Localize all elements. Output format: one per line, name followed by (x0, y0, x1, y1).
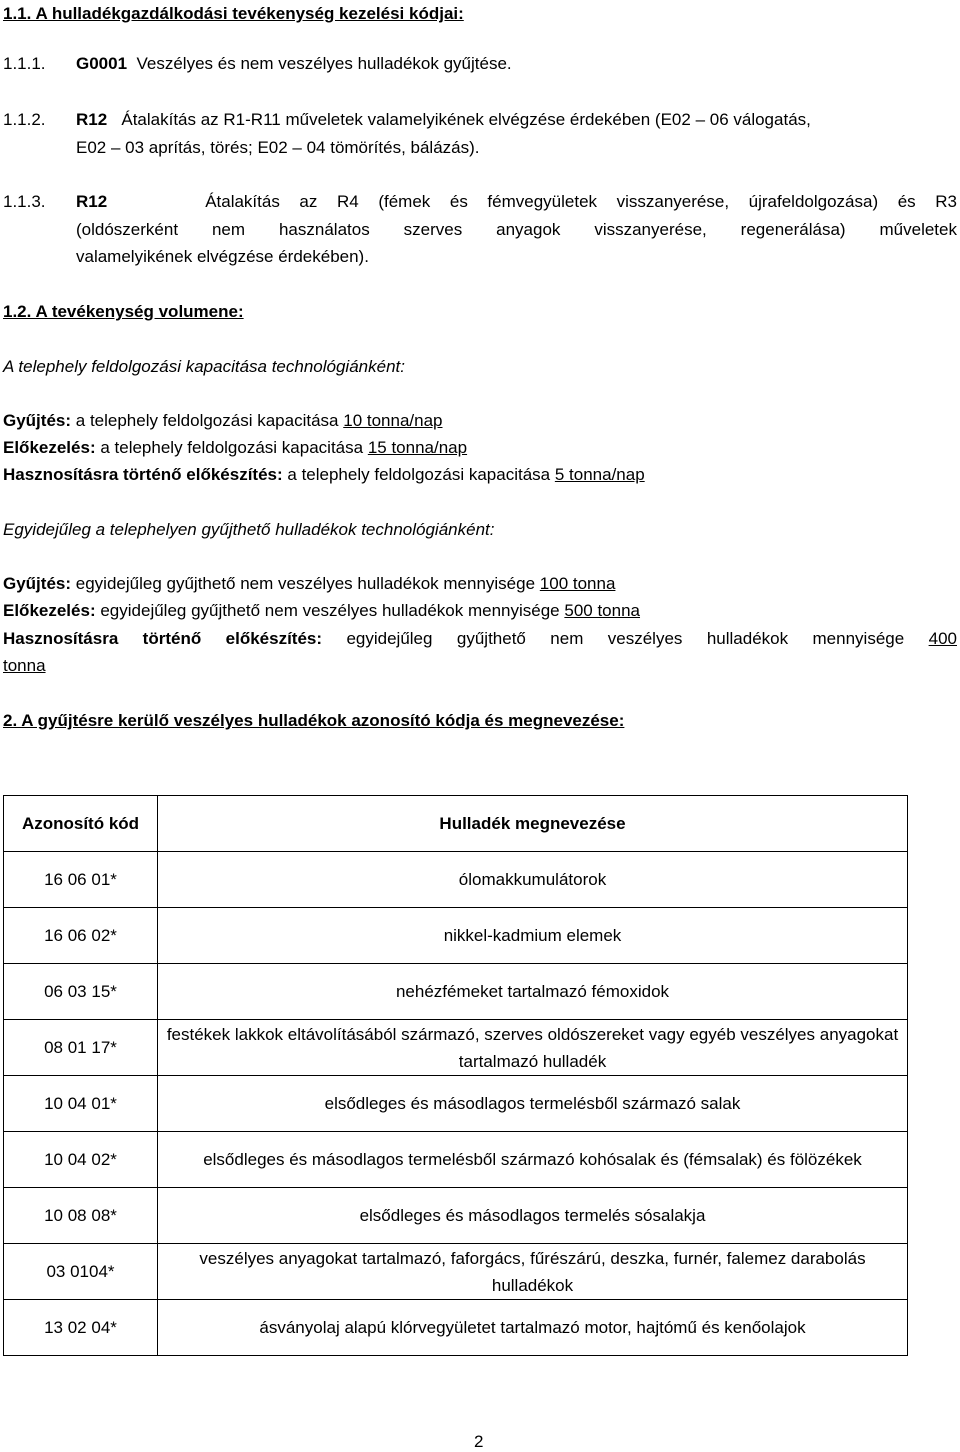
storage-pretreatment (3, 601, 640, 621)
row-label: Hasznosításra történő előkészítés: (3, 629, 323, 648)
storage-title: Egyidejűleg a telephelyen gyűjthető hulladékok technológiánként: (3, 520, 495, 539)
storage-preparation (3, 629, 957, 649)
item-1-1-2 (3, 110, 811, 130)
cell-code: 10 08 08* (4, 1188, 158, 1244)
header-name: Hulladék megnevezése (158, 796, 908, 852)
row-value: 400 (928, 629, 957, 648)
cell-code: 16 06 02* (4, 908, 158, 964)
header-code: Azonosító kód (4, 796, 158, 852)
row-text: a telephely feldolgozási kapacitása (75, 411, 339, 430)
row-text: a telephely feldolgozási kapacitása (100, 438, 364, 457)
cell-name: elsődleges és másodlagos termelés sósalakja (158, 1188, 908, 1244)
row-label: Gyűjtés: (3, 574, 72, 593)
section-heading-1-1: 1.1. A hulladékgazdálkodási tevékenység kezelési kódjai: (3, 4, 464, 23)
item-text-line-1: Átalakítás az R1-R11 műveletek valamelyikének elvégzése érdekében (E02 – 06 válogatás, (121, 110, 811, 129)
table-row (4, 908, 908, 964)
storage-preparation-unit: tonna (3, 656, 46, 675)
capacity-title: A telephely feldolgozási kapacitása technológiánként: (3, 357, 405, 376)
table-row (4, 1020, 908, 1076)
section-heading-1-2: 1.2. A tevékenység volumene: (3, 302, 244, 321)
row-label: Előkezelés: (3, 601, 96, 620)
item-code: R12 (76, 192, 108, 211)
row-text: a telephely feldolgozási kapacitása (287, 465, 551, 484)
item-code: G0001 (76, 54, 128, 73)
item-1-1-3-line-1 (76, 192, 957, 212)
table-row (4, 1188, 908, 1244)
table-row (4, 1076, 908, 1132)
row-value: 100 tonna (539, 574, 616, 593)
cell-name: ólomakkumulátorok (158, 852, 908, 908)
cell-code: 10 04 02* (4, 1132, 158, 1188)
table-row (4, 964, 908, 1020)
table-row (4, 1300, 908, 1356)
row-text: egyidejűleg gyűjthető nem veszélyes hulladékok mennyisége (346, 629, 905, 648)
item-1-1-1 (3, 54, 512, 74)
row-label: Gyűjtés: (3, 411, 72, 430)
cell-name: nehézfémeket tartalmazó fémoxidok (158, 964, 908, 1020)
item-1-1-2-line-2: E02 – 03 aprítás, törés; E02 – 04 tömörítés, bálázás). (76, 138, 480, 157)
item-number: 1.1.3. (3, 192, 46, 211)
row-text: egyidejűleg gyűjthető nem veszélyes hulladékok mennyisége (100, 601, 560, 620)
item-number: 1.1.2. (3, 110, 46, 129)
cell-name: ásványolaj alapú klórvegyületet tartalmazó motor, hajtómű és kenőolajok (158, 1300, 908, 1356)
cell-name: elsődleges és másodlagos termelésből származó kohósalak és (fémsalak) és fölözékek (158, 1132, 908, 1188)
section-heading-2: 2. A gyűjtésre kerülő veszélyes hulladékok azonosító kódja és megnevezése: (3, 711, 625, 730)
row-value: 10 tonna/nap (343, 411, 443, 430)
table-row (4, 1244, 908, 1300)
cell-code: 06 03 15* (4, 964, 158, 1020)
item-text: Veszélyes és nem veszélyes hulladékok gyűjtése. (136, 54, 512, 73)
row-label: Előkezelés: (3, 438, 96, 457)
row-value: 500 tonna (564, 601, 641, 620)
table-row (4, 852, 908, 908)
row-text: egyidejűleg gyűjthető nem veszélyes hulladékok mennyisége (75, 574, 536, 593)
cell-name: nikkel-kadmium elemek (158, 908, 908, 964)
row-label: Hasznosításra történő előkészítés: (3, 465, 283, 484)
item-1-1-3-line-2: (oldószerként nem használatos szerves anyagok visszanyerése, regenerálása) műveletek (76, 220, 957, 239)
cell-code: 10 04 01* (4, 1076, 158, 1132)
item-text-line-1: Átalakítás az R4 (fémek és fémvegyületek visszanyerése, újrafeldolgozása) és R3 (205, 192, 958, 211)
cell-code: 13 02 04* (4, 1300, 158, 1356)
cell-code: 08 01 17* (4, 1020, 158, 1076)
cell-code: 03 0104* (4, 1244, 158, 1300)
waste-code-table (3, 795, 908, 1356)
cell-name: festékek lakkok eltávolításából származó, szerves oldószereket vagy egyéb veszélyes anyagokat tartalmazó hulladék (158, 1020, 908, 1076)
capacity-preparation (3, 465, 645, 485)
capacity-collection (3, 411, 443, 431)
row-value: 15 tonna/nap (367, 438, 468, 457)
item-number: 1.1.1. (3, 54, 46, 73)
cell-name: elsődleges és másodlagos termelésből származó salak (158, 1076, 908, 1132)
page-number: 2 (474, 1432, 484, 1451)
cell-name: veszélyes anyagokat tartalmazó, faforgács, fűrészárú, deszka, furnér, falemez darabolás hulladékok (158, 1244, 908, 1300)
table-header-row (4, 796, 908, 852)
table-row (4, 1132, 908, 1188)
capacity-pretreatment (3, 438, 467, 458)
cell-code: 16 06 01* (4, 852, 158, 908)
row-value: 5 tonna/nap (554, 465, 645, 484)
storage-collection (3, 574, 615, 594)
item-1-1-3-line-3: valamelyikének elvégzése érdekében). (76, 247, 369, 266)
item-code: R12 (76, 110, 108, 129)
